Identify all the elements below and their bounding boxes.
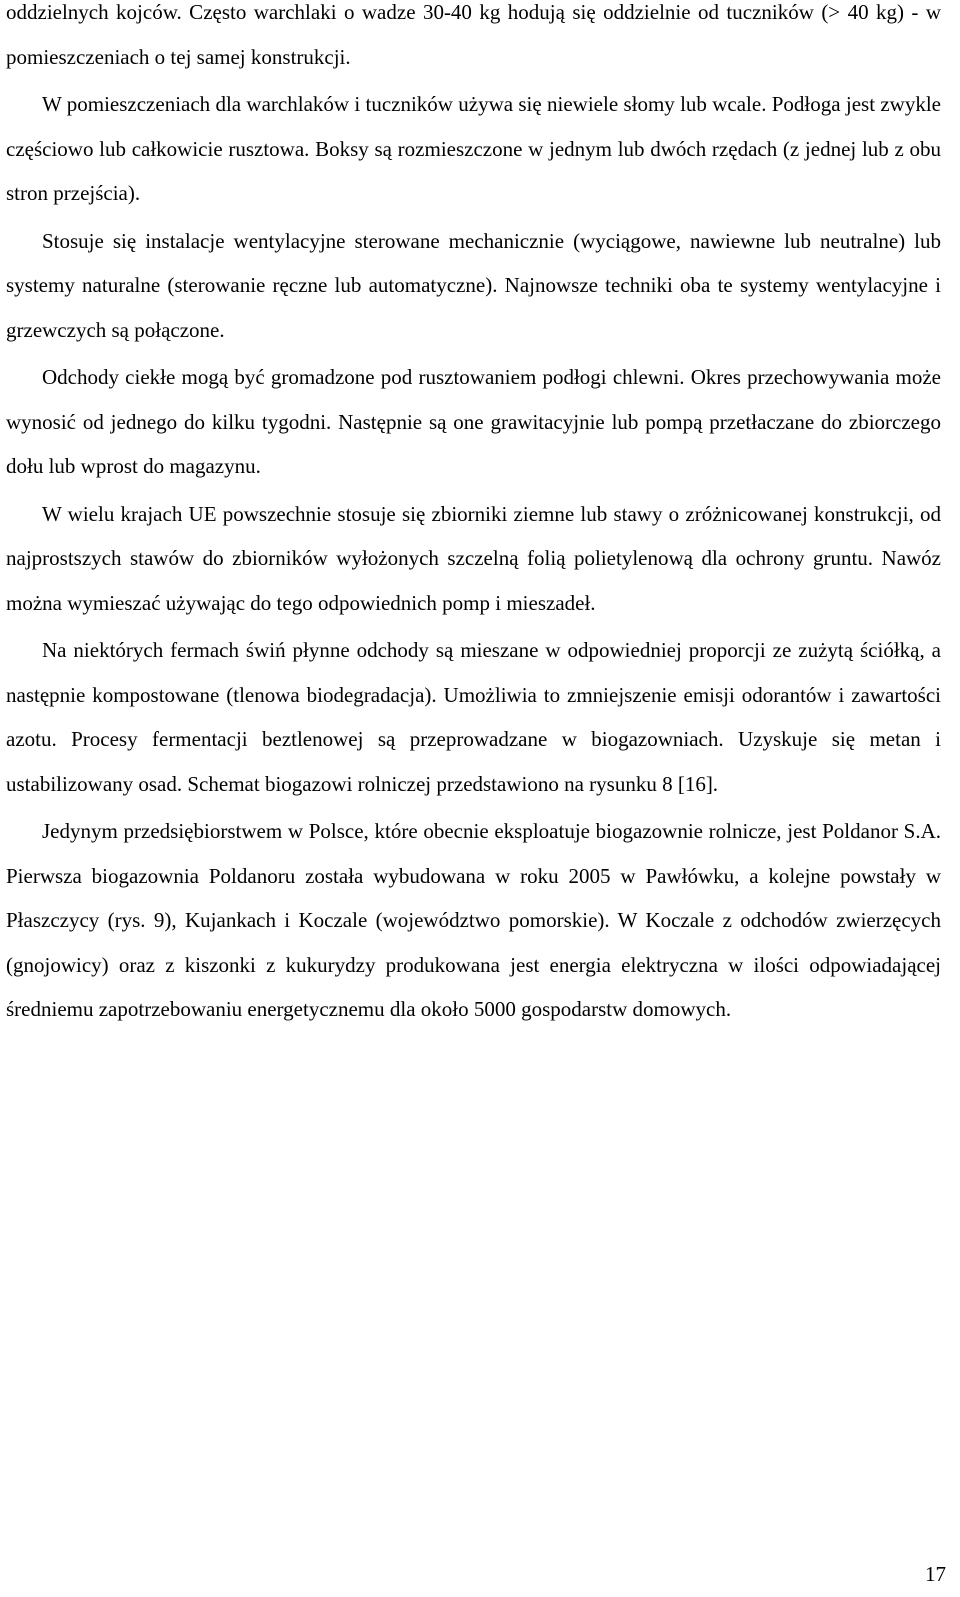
- paragraph-zbiorniki-ziemne: W wielu krajach UE powszechnie stosuje się zbiorniki ziemne lub stawy o zróżnicowanej konstrukcji, od najprostszych stawów do zbiorników wyłożonych szczelną folią polietylenową dla ochrony gruntu. Nawóz można wymieszać używając do tego odpowiednich pomp i mieszadeł.: [6, 501, 941, 615]
- page-number: 17: [925, 1562, 946, 1586]
- paragraph-wentylacja: Stosuje się instalacje wentylacyjne sterowane mechanicznie (wyciągowe, nawiewne lub neutralne) lub systemy naturalne (sterowanie ręczne lub automatyczne). Najnowsze techniki oba te systemy wentylacyjne i grzewczych są połączone.: [6, 228, 941, 342]
- paragraph-pomieszczenia: W pomieszczeniach dla warchlaków i tuczników używa się niewiele słomy lub wcale. Podłoga jest zwykle częściowo lub całkowicie rusztowa. Boksy są rozmieszczone w jednym lub dwóch rzędach (z jednej lub z obu stron przejścia).: [6, 92, 941, 205]
- paragraph-kompostowanie: Na niektórych fermach świń płynne odchody są mieszane w odpowiedniej proporcji ze zużytą ściółką, a następnie kompostowane (tlenowa biodegradacja). Umożliwia to zmniejszenie emisji odorantów i zawartości azotu. Procesy fermentacji beztlenowej są przeprowadzane w biogazowniach. Uzyskuje się metan i ustabilizowany osad. Schemat biogazowi rolniczej przedstawiono na rysunku 8 [16].: [6, 638, 941, 796]
- paragraph-poldanor: Jedynym przedsiębiorstwem w Polsce, które obecnie eksploatuje biogazownie rolnicze, jest Poldanor S.A. Pierwsza biogazownia Poldanoru została wybudowana w roku 2005 w Pawłówku, a kolejne powstały w Płaszczycy (rys. 9), Kujankach i Koczale (województwo pomorskie). W Koczale z odchodów zwierzęcych (gnojowicy) oraz z kiszonki z kukurydzy produkowana jest energia elektryczna w ilości odpowiadającej średniemu zapotrzebowaniu energetycznemu dla około 5000 gospodarstw domowych.: [6, 819, 941, 1021]
- paragraph-continued-kojce: oddzielnych kojców. Często warchlaki o wadze 30-40 kg hodują się oddzielnie od tuczników (> 40 kg) - w pomieszczeniach o tej samej konstrukcji.: [6, 0, 941, 69]
- page-content: [6, 0, 941, 1035]
- paragraph-odchody-ciekle: Odchody ciekłe mogą być gromadzone pod rusztowaniem podłogi chlewni. Okres przechowywania może wynosić od jednego do kilku tygodni. Następnie są one grawitacyjnie lub pompą przetłaczane do zbiorczego dołu lub wprost do magazynu.: [6, 365, 941, 478]
